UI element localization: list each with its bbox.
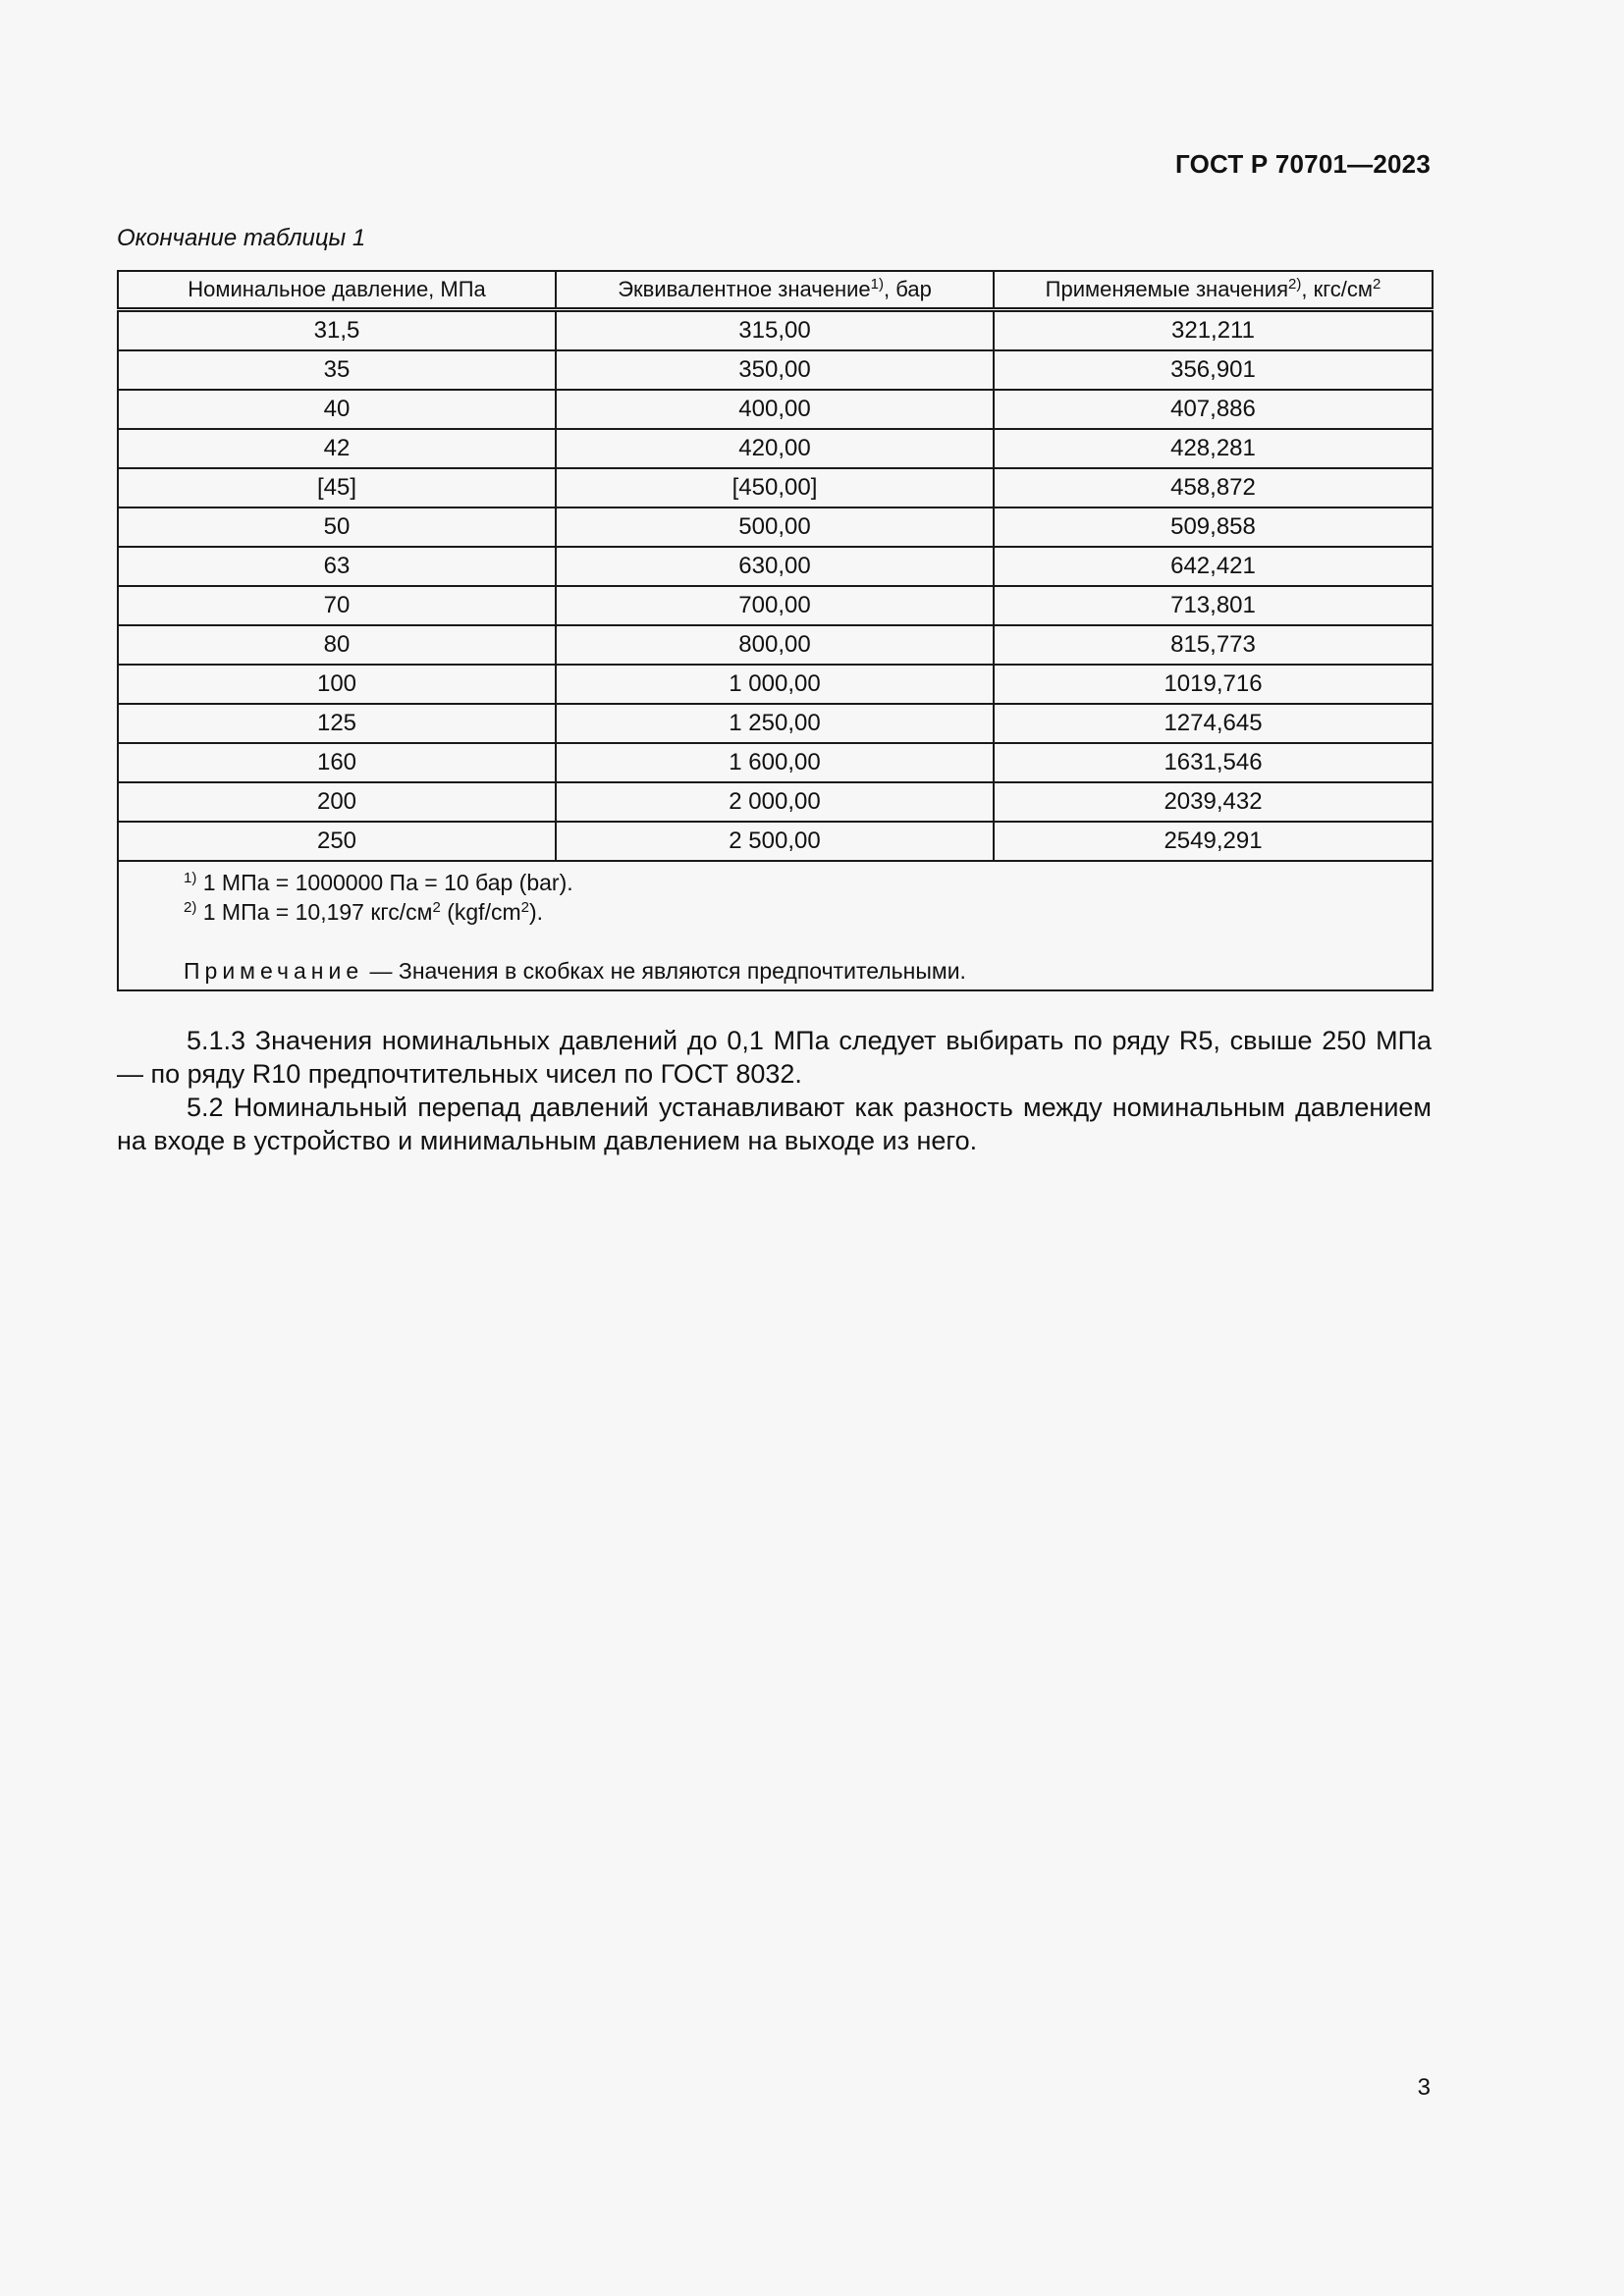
document-code: ГОСТ Р 70701—2023 [1175, 149, 1431, 179]
table-row [118, 665, 1433, 704]
table-cell: 400,00 [556, 390, 994, 429]
table-row [118, 429, 1433, 468]
table-header-row [118, 271, 1433, 310]
table-cell: 420,00 [556, 429, 994, 468]
table-cell: 200 [118, 782, 556, 822]
table-cell: 407,886 [994, 390, 1433, 429]
table-cell: 50 [118, 507, 556, 547]
table-cell: 40 [118, 390, 556, 429]
table-cell: 350,00 [556, 350, 994, 390]
table-cell: 642,421 [994, 547, 1433, 586]
table-cell: 315,00 [556, 310, 994, 351]
table-cell: 2039,432 [994, 782, 1433, 822]
page-number: 3 [1417, 2074, 1431, 2101]
table-cell: 321,211 [994, 310, 1433, 351]
table-row [118, 782, 1433, 822]
table-cell: 63 [118, 547, 556, 586]
table-cell: 1019,716 [994, 665, 1433, 704]
pressure-table [117, 270, 1434, 991]
table-cell: 250 [118, 822, 556, 861]
table-cell: 70 [118, 586, 556, 625]
table-cell: 509,858 [994, 507, 1433, 547]
paragraph-5-1-3: 5.1.3 Значения номинальных давлений до 0,1 МПа следует выбирать по ряду R5, свыше 250 МПа — по ряду R10 предпочтительных чисел по ГОСТ 8032. [117, 1026, 1432, 1089]
table-row [118, 468, 1433, 507]
table-cell: 2549,291 [994, 822, 1433, 861]
note-label: Примечание [184, 958, 364, 984]
table-cell: 2 000,00 [556, 782, 994, 822]
table-cell: 630,00 [556, 547, 994, 586]
table-cell: 800,00 [556, 625, 994, 665]
table-cell: 713,801 [994, 586, 1433, 625]
table-row [118, 822, 1433, 861]
table-cell: 160 [118, 743, 556, 782]
header-applied-values: Применяемые значения$^{2)}$, кгс/$см^2$ [994, 271, 1433, 310]
table-cell: 815,773 [994, 625, 1433, 665]
table-row [118, 743, 1433, 782]
table-cell: [450,00] [556, 468, 994, 507]
table-row [118, 704, 1433, 743]
table-row [118, 507, 1433, 547]
table-cell: 700,00 [556, 586, 994, 625]
header-nominal-pressure: Номинальное давление, МПа [118, 271, 556, 310]
table-cell: 42 [118, 429, 556, 468]
table-cell: 1 250,00 [556, 704, 994, 743]
table-cell: [45] [118, 468, 556, 507]
header-equivalent-value: Эквивалентное значение$^{1)}$, бар [556, 271, 994, 310]
table-cell: 428,281 [994, 429, 1433, 468]
table-cell: 458,872 [994, 468, 1433, 507]
table-row [118, 390, 1433, 429]
footnote-1: $^{1)}$ 1 МПа = 1000000 Па = 10 бар (bar). [184, 870, 573, 895]
table-cell: 1 600,00 [556, 743, 994, 782]
table-cell: 1631,546 [994, 743, 1433, 782]
table-caption: Окончание таблицы 1 [117, 225, 366, 251]
note-text: — Значения в скобках не являются предпочтительными. [363, 958, 966, 984]
table-cell: 1 000,00 [556, 665, 994, 704]
footnote-2: $^{2)}$ 1 МПа = 10,197 кгс/$см^2$ $(kgf/cm^2)$. [184, 899, 544, 925]
table-cell: 31,5 [118, 310, 556, 351]
table-cell: 80 [118, 625, 556, 665]
paragraph-5-2: 5.2 Номинальный перепад давлений устанавливают как разность между номинальным давлением на входе в устройство и минимальным давлением на выходе из него. [117, 1093, 1432, 1155]
table-cell: 500,00 [556, 507, 994, 547]
table-row [118, 586, 1433, 625]
table-cell: 125 [118, 704, 556, 743]
notes-row [118, 861, 1433, 990]
table-cell: 35 [118, 350, 556, 390]
table-row [118, 310, 1433, 351]
notes-cell [118, 861, 1433, 990]
table-cell: 356,901 [994, 350, 1433, 390]
table-cell: 100 [118, 665, 556, 704]
body-text [117, 1024, 1432, 1157]
table-row [118, 547, 1433, 586]
table-cell: 2 500,00 [556, 822, 994, 861]
table-cell: 1274,645 [994, 704, 1433, 743]
table-row [118, 350, 1433, 390]
table-note [184, 956, 1432, 986]
table-row [118, 625, 1433, 665]
